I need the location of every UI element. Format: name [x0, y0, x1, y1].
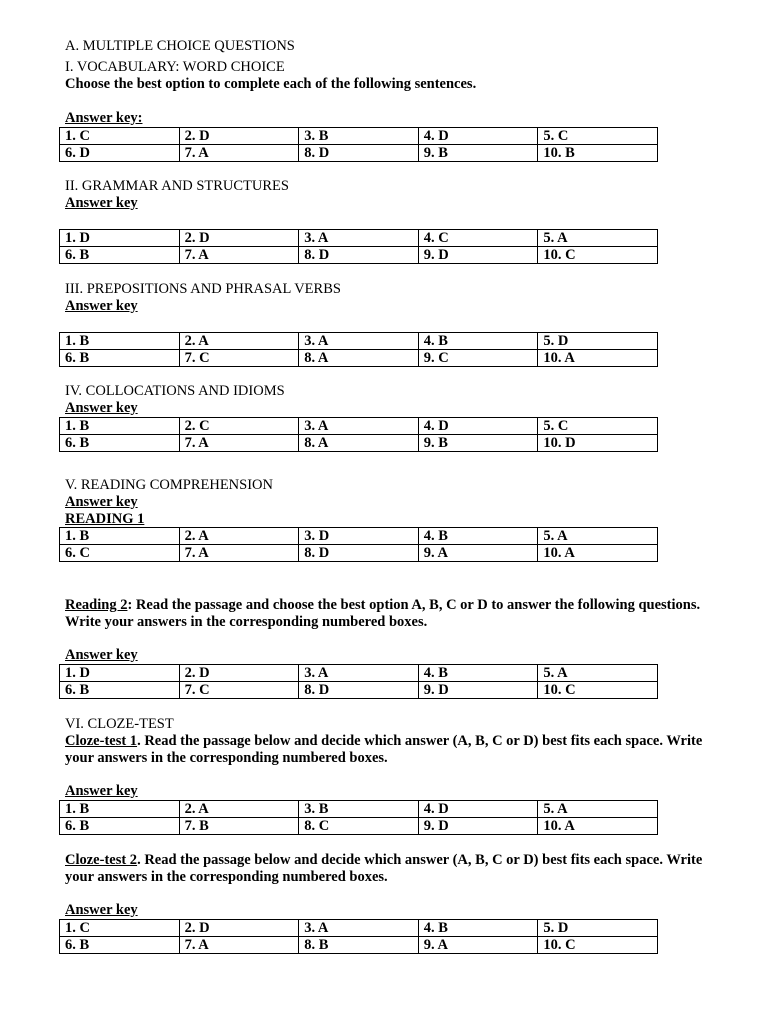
- answer-cell: 5. A: [538, 801, 658, 818]
- answer-cell: 2. D: [179, 230, 299, 247]
- answer-cell: 9. D: [418, 247, 538, 264]
- answer-key-table-vocabulary: [59, 127, 658, 162]
- table-row: [60, 128, 658, 145]
- table-row: [60, 801, 658, 818]
- reading-2-label: Reading 2: [65, 597, 128, 613]
- answer-cell: 4. D: [418, 128, 538, 145]
- answer-cell: 2. D: [179, 665, 299, 682]
- answer-cell: 6. B: [60, 682, 180, 699]
- answer-cell: 7. A: [179, 545, 299, 562]
- answer-cell: 4. B: [418, 920, 538, 937]
- table-row: [60, 418, 658, 435]
- answer-cell: 8. B: [299, 937, 419, 954]
- answer-cell: 7. A: [179, 145, 299, 162]
- table-row: [60, 665, 658, 682]
- answer-cell: 4. D: [418, 418, 538, 435]
- answer-key-table-grammar: [59, 229, 658, 264]
- answer-cell: 5. C: [538, 128, 658, 145]
- answer-cell: 9. D: [418, 818, 538, 835]
- answer-cell: 5. D: [538, 920, 658, 937]
- table-row: [60, 247, 658, 264]
- section-title-collocations: IV. COLLOCATIONS AND IDIOMS: [65, 383, 285, 399]
- answer-cell: 2. D: [179, 920, 299, 937]
- answer-key-label: Answer key: [65, 298, 138, 314]
- section-title-grammar: II. GRAMMAR AND STRUCTURES: [65, 178, 289, 194]
- table-row: [60, 435, 658, 452]
- answer-cell: 6. B: [60, 818, 180, 835]
- answer-cell: 2. D: [179, 128, 299, 145]
- answer-cell: 4. C: [418, 230, 538, 247]
- table-row: [60, 333, 658, 350]
- answer-cell: 9. C: [418, 350, 538, 367]
- table-row: [60, 920, 658, 937]
- answer-cell: 1. D: [60, 665, 180, 682]
- answer-key-label: Answer key: [65, 783, 138, 799]
- answer-cell: 10. A: [538, 545, 658, 562]
- part-title: A. MULTIPLE CHOICE QUESTIONS: [65, 38, 295, 54]
- answer-cell: 5. A: [538, 230, 658, 247]
- answer-key-table-collocations: [59, 417, 658, 452]
- cloze-1-label: Cloze-test 1: [65, 733, 138, 749]
- answer-cell: 3. A: [299, 920, 419, 937]
- answer-cell: 2. A: [179, 528, 299, 545]
- table-row: [60, 545, 658, 562]
- answer-cell: 1. B: [60, 418, 180, 435]
- answer-cell: 8. C: [299, 818, 419, 835]
- answer-key-label: Answer key: [65, 647, 138, 663]
- answer-key-label: Answer key:: [65, 110, 143, 126]
- answer-cell: 5. C: [538, 418, 658, 435]
- answer-cell: 6. C: [60, 545, 180, 562]
- answer-cell: 2. C: [179, 418, 299, 435]
- answer-cell: 10. A: [538, 350, 658, 367]
- table-row: [60, 682, 658, 699]
- answer-cell: 9. B: [418, 435, 538, 452]
- table-row: [60, 230, 658, 247]
- answer-key-label: Answer key: [65, 195, 138, 211]
- answer-cell: 2. A: [179, 333, 299, 350]
- table-row: [60, 350, 658, 367]
- answer-cell: 10. C: [538, 937, 658, 954]
- answer-cell: 1. D: [60, 230, 180, 247]
- answer-cell: 1. B: [60, 333, 180, 350]
- reading-2-instruction: [65, 597, 715, 631]
- answer-key-label: Answer key: [65, 400, 138, 416]
- answer-key-table-prepositions: [59, 332, 658, 367]
- answer-cell: 4. B: [418, 333, 538, 350]
- answer-cell: 10. C: [538, 682, 658, 699]
- answer-cell: 7. A: [179, 937, 299, 954]
- answer-cell: 7. C: [179, 682, 299, 699]
- answer-cell: 10. A: [538, 818, 658, 835]
- table-row: [60, 818, 658, 835]
- answer-cell: 3. B: [299, 801, 419, 818]
- answer-cell: 3. A: [299, 230, 419, 247]
- answer-cell: 10. D: [538, 435, 658, 452]
- answer-cell: 3. A: [299, 665, 419, 682]
- answer-cell: 1. C: [60, 128, 180, 145]
- answer-cell: 6. B: [60, 937, 180, 954]
- answer-cell: 10. C: [538, 247, 658, 264]
- cloze-1-text: . Read the passage below and decide which answer (A, B, C or D) best fits each space. Write your answers in the corresponding numbered boxes.: [65, 733, 703, 766]
- answer-cell: 8. A: [299, 350, 419, 367]
- answer-cell: 3. B: [299, 128, 419, 145]
- answer-key-table-cloze-2: [59, 919, 658, 954]
- section-title-cloze: VI. CLOZE-TEST: [65, 716, 174, 732]
- answer-cell: 8. A: [299, 435, 419, 452]
- answer-cell: 8. D: [299, 682, 419, 699]
- table-row: [60, 528, 658, 545]
- answer-key-label: Answer key: [65, 494, 138, 510]
- answer-cell: 1. B: [60, 528, 180, 545]
- cloze-1-instruction: [65, 733, 715, 767]
- answer-cell: 8. D: [299, 145, 419, 162]
- table-row: [60, 145, 658, 162]
- table-row: [60, 937, 658, 954]
- answer-cell: 3. D: [299, 528, 419, 545]
- answer-cell: 7. A: [179, 247, 299, 264]
- answer-key-table-reading-2: [59, 664, 658, 699]
- answer-cell: 3. A: [299, 333, 419, 350]
- answer-cell: 6. B: [60, 435, 180, 452]
- answer-cell: 2. A: [179, 801, 299, 818]
- answer-cell: 9. A: [418, 545, 538, 562]
- answer-cell: 8. D: [299, 247, 419, 264]
- answer-cell: 4. B: [418, 665, 538, 682]
- answer-key-label: Answer key: [65, 902, 138, 918]
- answer-cell: 4. B: [418, 528, 538, 545]
- answer-cell: 5. A: [538, 528, 658, 545]
- answer-cell: 6. B: [60, 247, 180, 264]
- answer-cell: 7. C: [179, 350, 299, 367]
- section-title-reading: V. READING COMPREHENSION: [65, 477, 273, 493]
- cloze-2-text: . Read the passage below and decide which answer (A, B, C or D) best fits each space. Write your answers in the corresponding numbered boxes.: [65, 852, 703, 885]
- answer-key-table-cloze-1: [59, 800, 658, 835]
- answer-cell: 9. D: [418, 682, 538, 699]
- cloze-2-instruction: [65, 852, 715, 886]
- answer-cell: 7. B: [179, 818, 299, 835]
- reading-1-label: READING 1: [65, 511, 145, 527]
- cloze-2-label: Cloze-test 2: [65, 852, 138, 868]
- answer-cell: 9. B: [418, 145, 538, 162]
- section-title-vocabulary: I. VOCABULARY: WORD CHOICE: [65, 59, 285, 75]
- answer-cell: 3. A: [299, 418, 419, 435]
- answer-cell: 5. A: [538, 665, 658, 682]
- answer-cell: 4. D: [418, 801, 538, 818]
- answer-cell: 5. D: [538, 333, 658, 350]
- answer-cell: 6. D: [60, 145, 180, 162]
- answer-cell: 9. A: [418, 937, 538, 954]
- reading-2-text: : Read the passage and choose the best option A, B, C or D to answer the following questions. Write your answers in the corresponding numbered boxes.: [65, 597, 701, 630]
- answer-cell: 10. B: [538, 145, 658, 162]
- answer-cell: 1. B: [60, 801, 180, 818]
- answer-cell: 7. A: [179, 435, 299, 452]
- answer-cell: 6. B: [60, 350, 180, 367]
- answer-key-table-reading-1: [59, 527, 658, 562]
- section-title-prepositions: III. PREPOSITIONS AND PHRASAL VERBS: [65, 281, 341, 297]
- answer-cell: 8. D: [299, 545, 419, 562]
- instruction-vocabulary: Choose the best option to complete each of the following sentences.: [65, 76, 477, 92]
- answer-cell: 1. C: [60, 920, 180, 937]
